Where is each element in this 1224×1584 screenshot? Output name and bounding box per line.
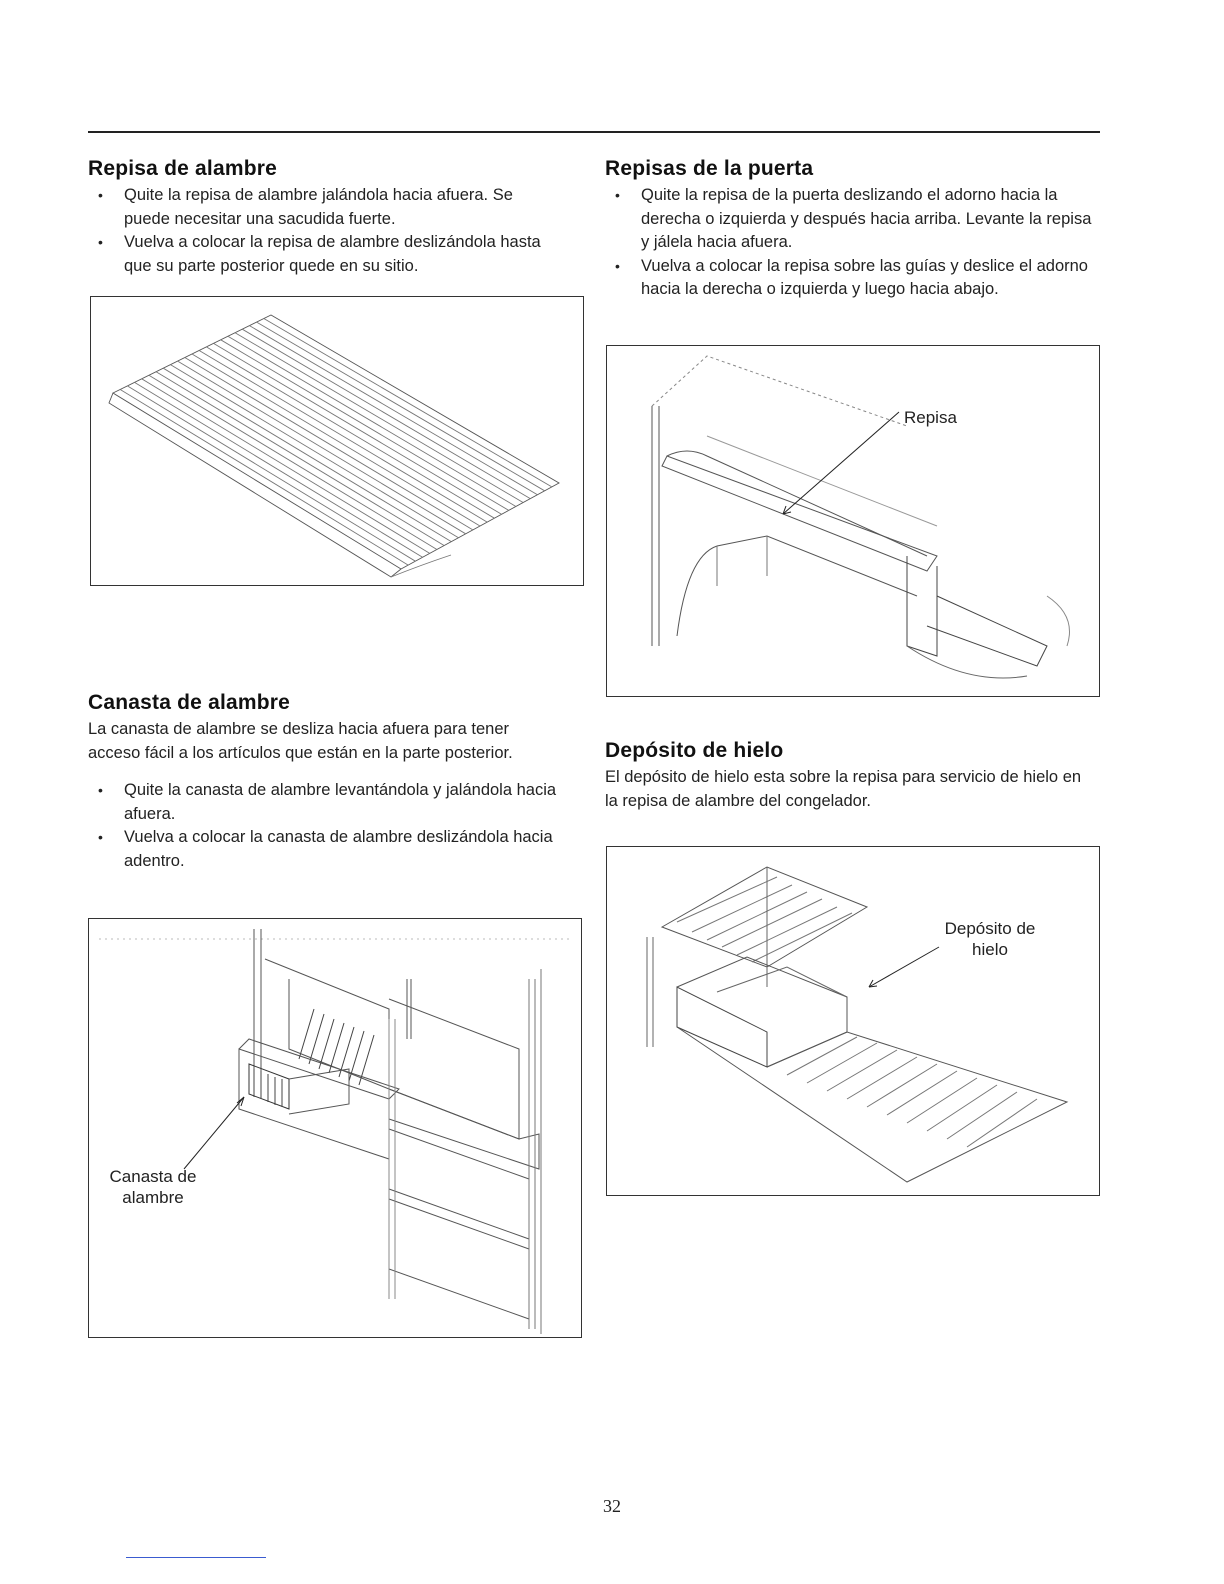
canasta-section — [88, 690, 584, 873]
figure-ice-bin — [606, 846, 1100, 1196]
deposito-intro: El depósito de hielo esta sobre la repisa para servicio de hielo en la repisa de alambre del congelador. — [605, 768, 1082, 810]
shelf-slat — [127, 386, 415, 561]
shelf-slat — [242, 329, 530, 498]
shelf-slat — [206, 347, 494, 518]
shelf-slats — [120, 319, 552, 566]
shelf-slat — [149, 375, 437, 549]
callout-deposito-label: Depósito de hielo — [944, 919, 1036, 959]
right-column — [605, 156, 1101, 302]
footer-link-line — [126, 1557, 266, 1558]
canasta-intro: La canasta de alambre se desliza hacia afuera para tener acceso fácil a los artículos que están en la parte posterior. — [88, 720, 513, 762]
top-rule — [88, 131, 1100, 133]
shelf-slat — [142, 379, 430, 554]
callout-repisa — [904, 407, 974, 428]
callout-canasta-alambre — [98, 1166, 208, 1208]
shelf-slat — [120, 389, 408, 565]
repisas-puerta-bullets — [605, 184, 1095, 302]
deposito-section — [605, 738, 1101, 813]
shelf-slat — [264, 319, 552, 487]
shelf-slat — [170, 365, 458, 538]
ice-bin-illustration — [607, 847, 1099, 1195]
shelf-slat — [185, 358, 473, 530]
callout-canasta-label: Canasta de alambre — [109, 1167, 197, 1207]
section-title-repisas-puerta: Repisas de la puerta — [605, 157, 814, 180]
callout-repisa-label: Repisa — [904, 408, 957, 427]
shelf-slat — [135, 382, 423, 557]
shelf-slat — [228, 336, 516, 506]
left-column — [88, 156, 584, 278]
section-title-deposito-hielo: Depósito de hielo — [605, 739, 784, 762]
figure-wire-basket — [88, 918, 582, 1338]
shelf-slat — [214, 343, 502, 514]
shelf-slat — [192, 354, 480, 526]
callout-deposito-hielo — [940, 918, 1040, 960]
shelf-slat — [235, 333, 523, 503]
figure-wire-shelf — [90, 296, 584, 586]
section-title-canasta-alambre: Canasta de alambre — [88, 691, 291, 714]
list-item: • Vuelva a colocar la repisa sobre las guías y deslice el adorno hacia la derecha o izquierda y luego hacia abajo. — [605, 255, 1095, 302]
list-item: • Vuelva a colocar la repisa de alambre deslizándola hasta que su parte posterior quede en su sitio. — [88, 231, 558, 278]
door-shelf-illustration — [607, 346, 1099, 696]
list-item: • Quite la canasta de alambre levantándola y jalándola hacia afuera. — [88, 779, 584, 826]
wire-basket-illustration — [89, 919, 581, 1337]
repisa-alambre-bullets — [88, 184, 558, 278]
section-title-repisa-alambre: Repisa de alambre — [88, 157, 277, 180]
list-item: • Quite la repisa de la puerta deslizando el adorno hacia la derecha o izquierda y después hacia arriba. Levante la repisa y jálela hacia afuera. — [605, 184, 1095, 255]
list-item: • Quite la repisa de alambre jalándola hacia afuera. Se puede necesitar una sacudida fuerte. — [88, 184, 558, 231]
list-item: • Vuelva a colocar la canasta de alambre deslizándola hacia adentro. — [88, 826, 584, 873]
page-number: 32 — [603, 1496, 621, 1516]
wire-shelf-illustration — [91, 297, 583, 585]
shelf-slat — [249, 326, 537, 495]
canasta-bullets — [88, 779, 584, 873]
shelf-slat — [257, 322, 545, 491]
shelf-slat — [163, 368, 451, 541]
shelf-slat — [178, 361, 466, 534]
shelf-slat — [199, 350, 487, 522]
figure-door-shelf — [606, 345, 1100, 697]
